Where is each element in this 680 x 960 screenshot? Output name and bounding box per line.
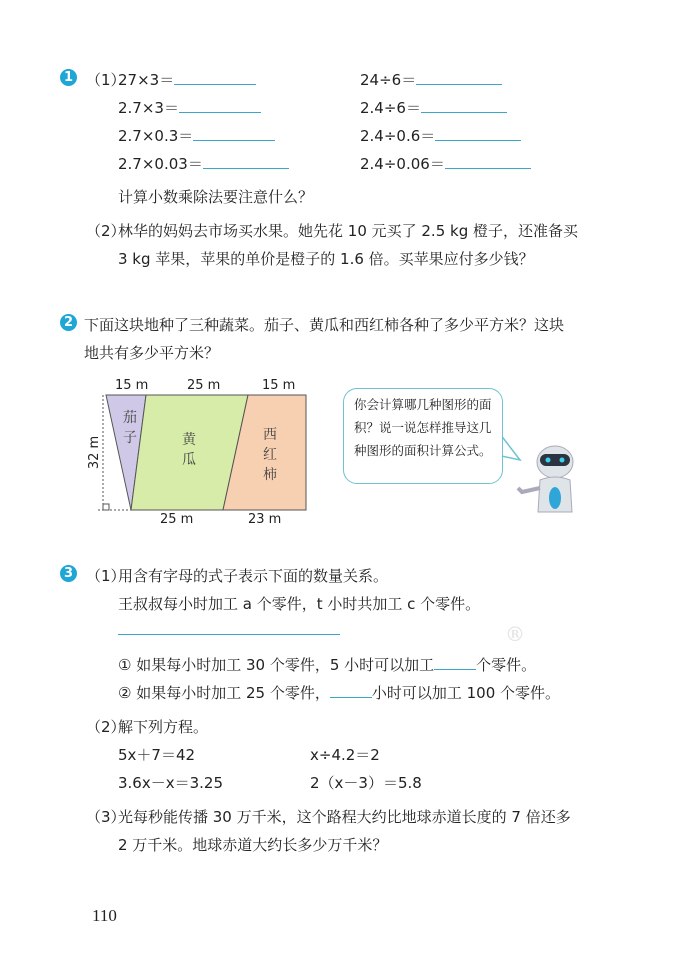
q3-part1-text: 用含有字母的式子表示下面的数量关系。 (118, 567, 389, 585)
q3-sub2: ② 如果每小时加工 25 个零件， 小时可以加工 100 个零件。 (118, 684, 561, 702)
answer-blank[interactable] (330, 696, 372, 698)
robot-icon (518, 446, 573, 512)
q1-part1-label: （1） (86, 71, 126, 89)
q3-part3-label: （3） (86, 808, 126, 826)
equation: 3.6x－x＝3.25 (118, 774, 224, 792)
calc-6: 2.4÷6＝ (360, 97, 507, 118)
answer-blank[interactable] (434, 668, 476, 670)
equation: 2（x－3）＝5.8 (310, 774, 422, 792)
calc-1: 27×3＝ (118, 69, 256, 90)
calc-7: 2.4÷0.6＝ (360, 125, 521, 146)
q3-part1-label: （1） (86, 567, 126, 585)
q1-part2-line1: 林华的妈妈去市场买水果。她先花 10 元买了 2.5 kg 橙子，还准备买 (118, 222, 578, 240)
q3-part3-line1: 光每秒能传播 30 万千米，这个路程大约比地球赤道长度的 7 倍还多 (118, 808, 571, 826)
expression-blank[interactable] (118, 633, 340, 635)
top-label: 25 m (187, 378, 221, 393)
bottom-label: 23 m (248, 512, 282, 527)
page-number: 110 (92, 906, 117, 925)
equation: 5x＋7＝42 (118, 746, 196, 764)
calc-8: 2.4÷0.06＝ (360, 153, 531, 174)
q3-part2-label: （2） (86, 718, 126, 736)
tomato-label: 西红柿 (263, 427, 277, 483)
bottom-label: 25 m (160, 512, 194, 527)
calc-4: 2.7×0.03＝ (118, 153, 289, 174)
equation: x÷4.2＝2 (310, 746, 380, 764)
top-label: 15 m (115, 378, 149, 393)
q1-question: 计算小数乘除法要注意什么？ (118, 188, 314, 206)
q3-part1-line: 王叔叔每小时加工 a 个零件，t 小时共加工 c 个零件。 (118, 595, 481, 613)
calc-3: 2.7×0.3＝ (118, 125, 275, 146)
q1-part2-line2: 3 kg 苹果，苹果的单价是橙子的 1.6 倍。买苹果应付多少钱？ (118, 250, 534, 268)
question-2-number: 2 (60, 314, 77, 331)
eggplant-label: 茄子 (123, 410, 137, 446)
calc-5: 24÷6＝ (360, 69, 502, 90)
cucumber-label: 黄瓜 (182, 432, 196, 468)
question-1-number: 1 (60, 69, 77, 86)
calc-2: 2.7×3＝ (118, 97, 261, 118)
q3-sub1: ① 如果每小时加工 30 个零件，5 小时可以加工 个零件。 (118, 656, 537, 674)
speech-bubble: 你会计算哪几种图形的面积？说一说怎样推导这几种图形的面积计算公式。 (343, 388, 503, 484)
watermark: ® (505, 622, 525, 646)
question-3-number: 3 (60, 565, 77, 582)
q3-part3-line2: 2 万千米。地球赤道大约长多少万千米？ (118, 836, 388, 854)
top-label: 15 m (262, 378, 296, 393)
q2-line1: 下面这块地种了三种蔬菜。茄子、黄瓜和西红柿各种了多少平方米？这块 (84, 316, 565, 334)
q2-line2: 地共有多少平方米？ (84, 344, 220, 362)
height-label: 32 m (87, 435, 103, 470)
q1-part2-label: （2） (86, 222, 126, 240)
q3-part2-text: 解下列方程。 (118, 718, 209, 736)
